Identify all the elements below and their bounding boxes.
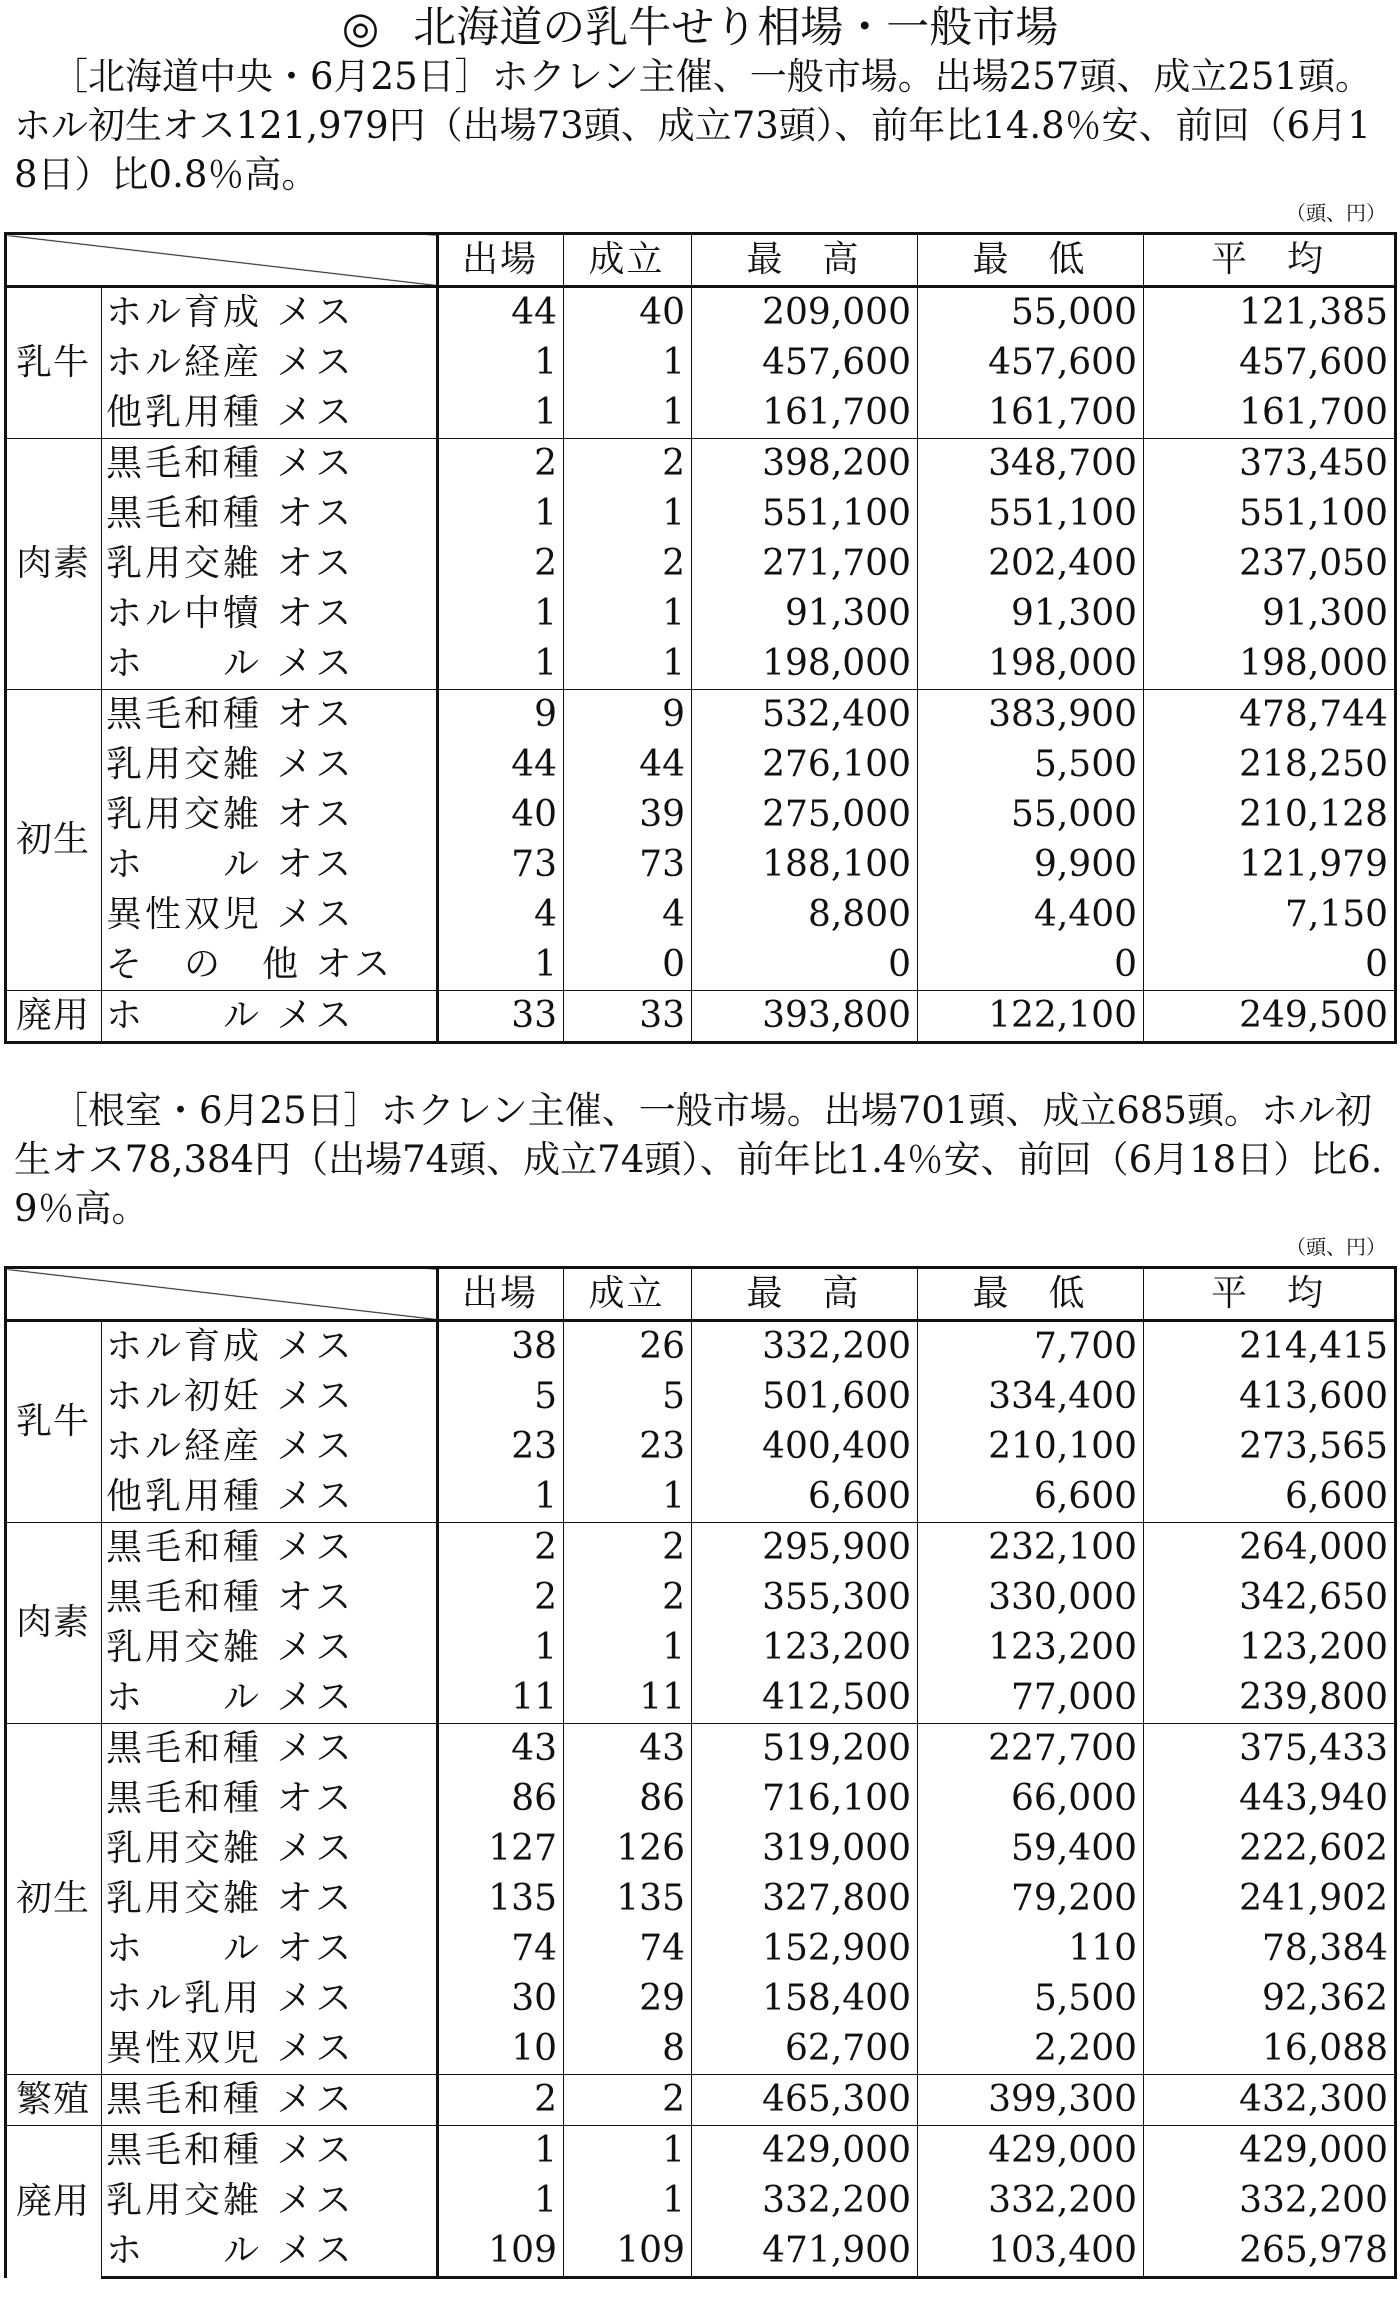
count-sold: 2 bbox=[564, 2075, 692, 2126]
price-low: 0 bbox=[918, 940, 1144, 991]
price-average: 429,000 bbox=[1144, 2126, 1396, 2177]
count-sold: 4 bbox=[564, 890, 692, 940]
price-high: 271,700 bbox=[692, 539, 918, 589]
table-row bbox=[6, 1321, 1396, 1373]
cattle-type: ホル乳用 メス bbox=[106, 1978, 355, 2019]
price-high: 6,600 bbox=[692, 1472, 918, 1523]
price-average: 222,602 bbox=[1144, 1824, 1396, 1874]
table-row bbox=[6, 1372, 1396, 1422]
count-listed: 2 bbox=[438, 1523, 564, 1574]
column-header: 平 均 bbox=[1144, 1268, 1396, 1321]
price-high: 716,100 bbox=[692, 1774, 918, 1824]
table-row bbox=[6, 740, 1396, 790]
price-low: 110 bbox=[918, 1924, 1144, 1974]
count-listed: 2 bbox=[438, 539, 564, 589]
count-listed: 44 bbox=[438, 287, 564, 339]
count-listed: 23 bbox=[438, 1422, 564, 1472]
price-high: 501,600 bbox=[692, 1372, 918, 1422]
price-average: 373,450 bbox=[1144, 439, 1396, 490]
count-listed: 40 bbox=[438, 790, 564, 840]
table-row bbox=[6, 1523, 1396, 1574]
price-low: 383,900 bbox=[918, 690, 1144, 741]
title-mark: ◎ bbox=[341, 3, 380, 53]
price-high: 8,800 bbox=[692, 890, 918, 940]
table-row bbox=[6, 539, 1396, 589]
price-high: 276,100 bbox=[692, 740, 918, 790]
price-average: 241,902 bbox=[1144, 1874, 1396, 1924]
count-sold: 2 bbox=[564, 539, 692, 589]
price-low: 66,000 bbox=[918, 1774, 1144, 1824]
price-average: 121,385 bbox=[1144, 287, 1396, 339]
cattle-type: 乳用交雑 メス bbox=[106, 1828, 355, 1869]
market-intro-nemuro: ［根室・6月25日］ホクレン主催、一般市場。出場701頭、成立685頭。ホル初生オス78,384円（出場74頭、成立74頭）、前年比1.4％安、前回（6月18日）比6.9％高。 bbox=[14, 1089, 1383, 1230]
count-listed: 9 bbox=[438, 690, 564, 741]
table-row bbox=[6, 2075, 1396, 2126]
count-sold: 9 bbox=[564, 690, 692, 741]
count-listed: 4 bbox=[438, 890, 564, 940]
cattle-type: ホ ル メス bbox=[106, 1677, 355, 1718]
cattle-type: 他乳用種 メス bbox=[106, 392, 355, 433]
price-average: 551,100 bbox=[1144, 489, 1396, 539]
count-listed: 33 bbox=[438, 991, 564, 1043]
count-listed: 1 bbox=[438, 338, 564, 388]
table-row bbox=[6, 639, 1396, 690]
cattle-type: 黒毛和種 オス bbox=[106, 1778, 355, 1819]
table-row bbox=[6, 790, 1396, 840]
price-high: 161,700 bbox=[692, 388, 918, 439]
count-sold: 44 bbox=[564, 740, 692, 790]
cattle-type: 他乳用種 メス bbox=[106, 1476, 355, 1517]
group-label: 乳牛 bbox=[6, 1321, 102, 1523]
table-row bbox=[6, 1774, 1396, 1824]
price-average: 478,744 bbox=[1144, 690, 1396, 741]
table-row bbox=[6, 439, 1396, 490]
count-listed: 127 bbox=[438, 1824, 564, 1874]
price-low: 5,500 bbox=[918, 1974, 1144, 2024]
cattle-type: 黒毛和種 メス bbox=[102, 2075, 438, 2126]
price-high: 471,900 bbox=[692, 2226, 918, 2278]
cattle-type: ホ ル オス bbox=[106, 844, 355, 885]
price-high: 198,000 bbox=[692, 639, 918, 690]
count-sold: 74 bbox=[564, 1924, 692, 1974]
price-low: 429,000 bbox=[918, 2126, 1144, 2177]
column-header: 成立 bbox=[564, 1268, 692, 1321]
table-row bbox=[6, 940, 1396, 991]
table-row bbox=[6, 890, 1396, 940]
count-sold: 1 bbox=[564, 388, 692, 439]
count-sold: 5 bbox=[564, 1372, 692, 1422]
price-high: 327,800 bbox=[692, 1874, 918, 1924]
table-row bbox=[6, 2226, 1396, 2278]
price-high: 398,200 bbox=[692, 439, 918, 490]
count-listed: 86 bbox=[438, 1774, 564, 1824]
price-low: 334,400 bbox=[918, 1372, 1144, 1422]
price-high: 91,300 bbox=[692, 589, 918, 639]
price-high: 62,700 bbox=[692, 2024, 918, 2075]
cattle-type: 乳用交雑 オス bbox=[106, 1878, 355, 1919]
count-listed: 73 bbox=[438, 840, 564, 890]
group-label: 肉素 bbox=[6, 1523, 102, 1724]
count-sold: 1 bbox=[564, 1623, 692, 1673]
group-label: 乳牛 bbox=[6, 287, 102, 439]
count-listed: 11 bbox=[438, 1673, 564, 1724]
count-sold: 0 bbox=[564, 940, 692, 991]
group-label: 繁殖 bbox=[6, 2075, 102, 2126]
price-average: 457,600 bbox=[1144, 338, 1396, 388]
price-low: 202,400 bbox=[918, 539, 1144, 589]
count-listed: 1 bbox=[438, 2176, 564, 2226]
title-text: 北海道の乳牛せり相場・一般市場 bbox=[413, 3, 1059, 53]
price-high: 319,000 bbox=[692, 1824, 918, 1874]
count-sold: 1 bbox=[564, 589, 692, 639]
price-high: 332,200 bbox=[692, 1321, 918, 1373]
header-row bbox=[6, 234, 1396, 287]
count-sold: 23 bbox=[564, 1422, 692, 1472]
cattle-type: ホル初妊 メス bbox=[106, 1376, 355, 1417]
count-sold: 1 bbox=[564, 639, 692, 690]
table-row bbox=[6, 840, 1396, 890]
price-low: 161,700 bbox=[918, 388, 1144, 439]
group-label: 廃用 bbox=[6, 991, 102, 1043]
price-high: 188,100 bbox=[692, 840, 918, 890]
price-low: 7,700 bbox=[918, 1321, 1144, 1373]
header-diagonal-cell bbox=[6, 1268, 438, 1321]
column-header: 最 高 bbox=[692, 1268, 918, 1321]
price-average: 443,940 bbox=[1144, 1774, 1396, 1824]
header-row bbox=[6, 1268, 1396, 1321]
price-low: 332,200 bbox=[918, 2176, 1144, 2226]
column-header: 出場 bbox=[438, 234, 564, 287]
count-sold: 135 bbox=[564, 1874, 692, 1924]
count-listed: 2 bbox=[438, 1573, 564, 1623]
column-header: 最 高 bbox=[692, 234, 918, 287]
table-row bbox=[6, 1924, 1396, 1974]
cattle-type: ホ ル メス bbox=[102, 991, 438, 1043]
price-low: 55,000 bbox=[918, 287, 1144, 339]
count-listed: 1 bbox=[438, 489, 564, 539]
cattle-type: 黒毛和種 オス bbox=[102, 690, 438, 741]
count-sold: 86 bbox=[564, 1774, 692, 1824]
column-header: 最 低 bbox=[918, 1268, 1144, 1321]
price-high: 457,600 bbox=[692, 338, 918, 388]
price-high: 412,500 bbox=[692, 1673, 918, 1724]
count-listed: 1 bbox=[438, 1472, 564, 1523]
price-average: 249,500 bbox=[1144, 991, 1396, 1043]
price-low: 399,300 bbox=[918, 2075, 1144, 2126]
price-high: 332,200 bbox=[692, 2176, 918, 2226]
table-row bbox=[6, 1724, 1396, 1775]
count-sold: 39 bbox=[564, 790, 692, 840]
count-listed: 2 bbox=[438, 2075, 564, 2126]
price-low: 198,000 bbox=[918, 639, 1144, 690]
unit-note: （頭、円） bbox=[1286, 1235, 1386, 1259]
price-average: 239,800 bbox=[1144, 1673, 1396, 1724]
price-average: 237,050 bbox=[1144, 539, 1396, 589]
page-title bbox=[0, 2, 1400, 54]
price-high: 465,300 bbox=[692, 2075, 918, 2126]
count-sold: 109 bbox=[564, 2226, 692, 2278]
price-average: 210,128 bbox=[1144, 790, 1396, 840]
price-average: 123,200 bbox=[1144, 1623, 1396, 1673]
count-listed: 135 bbox=[438, 1874, 564, 1924]
table-row bbox=[6, 1824, 1396, 1874]
price-low: 210,100 bbox=[918, 1422, 1144, 1472]
price-low: 91,300 bbox=[918, 589, 1144, 639]
price-high: 519,200 bbox=[692, 1724, 918, 1775]
price-average: 413,600 bbox=[1144, 1372, 1396, 1422]
count-listed: 74 bbox=[438, 1924, 564, 1974]
count-listed: 44 bbox=[438, 740, 564, 790]
header-diagonal-cell bbox=[6, 234, 438, 287]
price-average: 78,384 bbox=[1144, 1924, 1396, 1974]
table-row bbox=[6, 2024, 1396, 2075]
count-listed: 30 bbox=[438, 1974, 564, 2024]
cattle-type: ホル中犢 オス bbox=[106, 593, 355, 634]
price-low: 123,200 bbox=[918, 1623, 1144, 1673]
cattle-type: 黒毛和種 オス bbox=[106, 1577, 355, 1618]
price-average: 375,433 bbox=[1144, 1724, 1396, 1775]
price-high: 393,800 bbox=[692, 991, 918, 1043]
price-low: 2,200 bbox=[918, 2024, 1144, 2075]
price-low: 551,100 bbox=[918, 489, 1144, 539]
table-row bbox=[6, 1573, 1396, 1623]
market-table-nemuro bbox=[4, 1266, 1397, 2279]
cattle-type: ホル経産 メス bbox=[106, 342, 355, 383]
price-average: 6,600 bbox=[1144, 1472, 1396, 1523]
count-sold: 40 bbox=[564, 287, 692, 339]
count-sold: 1 bbox=[564, 489, 692, 539]
price-low: 79,200 bbox=[918, 1874, 1144, 1924]
table-row bbox=[6, 388, 1396, 439]
table-row bbox=[6, 1472, 1396, 1523]
column-header: 平 均 bbox=[1144, 234, 1396, 287]
cattle-type: 異性双児 メス bbox=[106, 894, 355, 935]
price-high: 429,000 bbox=[692, 2126, 918, 2177]
count-listed: 1 bbox=[438, 589, 564, 639]
table-row bbox=[6, 1874, 1396, 1924]
cattle-type: ホ ル メス bbox=[102, 2226, 438, 2278]
cattle-type: ホ ル メス bbox=[106, 643, 355, 684]
price-high: 275,000 bbox=[692, 790, 918, 840]
count-listed: 109 bbox=[438, 2226, 564, 2278]
column-header: 成立 bbox=[564, 234, 692, 287]
price-high: 123,200 bbox=[692, 1623, 918, 1673]
price-low: 227,700 bbox=[918, 1724, 1144, 1775]
cattle-type: 乳用交雑 オス bbox=[106, 794, 355, 835]
table-row bbox=[6, 991, 1396, 1043]
table-row bbox=[6, 1623, 1396, 1673]
cattle-type: 黒毛和種 オス bbox=[106, 493, 355, 534]
cattle-type: そ の 他 オス bbox=[106, 944, 394, 985]
price-high: 158,400 bbox=[692, 1974, 918, 2024]
table-row bbox=[6, 489, 1396, 539]
price-average: 0 bbox=[1144, 940, 1396, 991]
table-row bbox=[6, 1422, 1396, 1472]
price-average: 198,000 bbox=[1144, 639, 1396, 690]
cattle-type: 乳用交雑 オス bbox=[106, 543, 355, 584]
count-listed: 38 bbox=[438, 1321, 564, 1373]
count-sold: 126 bbox=[564, 1824, 692, 1874]
count-sold: 33 bbox=[564, 991, 692, 1043]
cattle-type: ホル経産 メス bbox=[106, 1426, 355, 1467]
cattle-type: 乳用交雑 メス bbox=[106, 2180, 355, 2221]
table-row bbox=[6, 338, 1396, 388]
cattle-type: 乳用交雑 メス bbox=[106, 1627, 355, 1668]
price-low: 6,600 bbox=[918, 1472, 1144, 1523]
price-average: 92,362 bbox=[1144, 1974, 1396, 2024]
cattle-type: 黒毛和種 メス bbox=[102, 2126, 438, 2177]
price-low: 55,000 bbox=[918, 790, 1144, 840]
market-intro-hokkaido-chuo: ［北海道中央・6月25日］ホクレン主催、一般市場。出場257頭、成立251頭。ホル初生オス121,979円（出場73頭、成立73頭）、前年比14.8％安、前回（6月18日）比0.8％高。 bbox=[14, 55, 1372, 196]
count-sold: 73 bbox=[564, 840, 692, 890]
price-average: 16,088 bbox=[1144, 2024, 1396, 2075]
table-row bbox=[6, 690, 1396, 741]
cattle-type: ホ ル オス bbox=[106, 1928, 355, 1969]
group-label: 廃用 bbox=[6, 2126, 102, 2278]
table-row bbox=[6, 2176, 1396, 2226]
price-average: 265,978 bbox=[1144, 2226, 1396, 2278]
price-low: 232,100 bbox=[918, 1523, 1144, 1574]
count-sold: 2 bbox=[564, 1523, 692, 1574]
cattle-type: 黒毛和種 メス bbox=[102, 1724, 438, 1775]
cattle-type: 乳用交雑 メス bbox=[106, 744, 355, 785]
column-header: 出場 bbox=[438, 1268, 564, 1321]
cattle-type: 異性双児 メス bbox=[106, 2028, 355, 2069]
price-low: 457,600 bbox=[918, 338, 1144, 388]
price-low: 9,900 bbox=[918, 840, 1144, 890]
price-high: 400,400 bbox=[692, 1422, 918, 1472]
group-label: 初生 bbox=[6, 690, 102, 991]
count-sold: 8 bbox=[564, 2024, 692, 2075]
count-sold: 1 bbox=[564, 1472, 692, 1523]
price-average: 432,300 bbox=[1144, 2075, 1396, 2126]
cattle-type: ホル育成 メス bbox=[102, 287, 438, 339]
price-high: 551,100 bbox=[692, 489, 918, 539]
table-row bbox=[6, 589, 1396, 639]
cattle-type: ホル育成 メス bbox=[102, 1321, 438, 1373]
count-sold: 1 bbox=[564, 338, 692, 388]
table-row bbox=[6, 2126, 1396, 2177]
count-listed: 1 bbox=[438, 1623, 564, 1673]
group-label: 肉素 bbox=[6, 439, 102, 690]
price-low: 103,400 bbox=[918, 2226, 1144, 2278]
table-row bbox=[6, 1974, 1396, 2024]
price-average: 218,250 bbox=[1144, 740, 1396, 790]
price-high: 0 bbox=[692, 940, 918, 991]
price-high: 295,900 bbox=[692, 1523, 918, 1574]
count-listed: 43 bbox=[438, 1724, 564, 1775]
price-average: 214,415 bbox=[1144, 1321, 1396, 1373]
count-listed: 5 bbox=[438, 1372, 564, 1422]
group-label: 初生 bbox=[6, 1724, 102, 2075]
price-high: 355,300 bbox=[692, 1573, 918, 1623]
count-sold: 43 bbox=[564, 1724, 692, 1775]
price-low: 77,000 bbox=[918, 1673, 1144, 1724]
count-listed: 2 bbox=[438, 439, 564, 490]
count-listed: 1 bbox=[438, 2126, 564, 2177]
unit-note: （頭、円） bbox=[1286, 201, 1386, 225]
price-low: 5,500 bbox=[918, 740, 1144, 790]
count-sold: 1 bbox=[564, 2176, 692, 2226]
count-sold: 2 bbox=[564, 1573, 692, 1623]
count-sold: 26 bbox=[564, 1321, 692, 1373]
count-sold: 1 bbox=[564, 2126, 692, 2177]
count-listed: 1 bbox=[438, 388, 564, 439]
column-header: 最 低 bbox=[918, 234, 1144, 287]
price-high: 209,000 bbox=[692, 287, 918, 339]
count-listed: 1 bbox=[438, 639, 564, 690]
price-average: 264,000 bbox=[1144, 1523, 1396, 1574]
cattle-type: 黒毛和種 メス bbox=[102, 1523, 438, 1574]
table-row bbox=[6, 1673, 1396, 1724]
price-average: 91,300 bbox=[1144, 589, 1396, 639]
price-high: 532,400 bbox=[692, 690, 918, 741]
price-average: 121,979 bbox=[1144, 840, 1396, 890]
market-table-hokkaido-chuo bbox=[4, 232, 1397, 1044]
price-low: 348,700 bbox=[918, 439, 1144, 490]
price-average: 273,565 bbox=[1144, 1422, 1396, 1472]
price-average: 332,200 bbox=[1144, 2176, 1396, 2226]
price-low: 4,400 bbox=[918, 890, 1144, 940]
count-sold: 29 bbox=[564, 1974, 692, 2024]
count-sold: 2 bbox=[564, 439, 692, 490]
cattle-type: 黒毛和種 メス bbox=[102, 439, 438, 490]
price-average: 161,700 bbox=[1144, 388, 1396, 439]
count-listed: 1 bbox=[438, 940, 564, 991]
price-low: 330,000 bbox=[918, 1573, 1144, 1623]
table-row bbox=[6, 287, 1396, 339]
price-average: 342,650 bbox=[1144, 1573, 1396, 1623]
price-high: 152,900 bbox=[692, 1924, 918, 1974]
price-low: 122,100 bbox=[918, 991, 1144, 1043]
price-average: 7,150 bbox=[1144, 890, 1396, 940]
count-sold: 11 bbox=[564, 1673, 692, 1724]
count-listed: 10 bbox=[438, 2024, 564, 2075]
price-low: 59,400 bbox=[918, 1824, 1144, 1874]
